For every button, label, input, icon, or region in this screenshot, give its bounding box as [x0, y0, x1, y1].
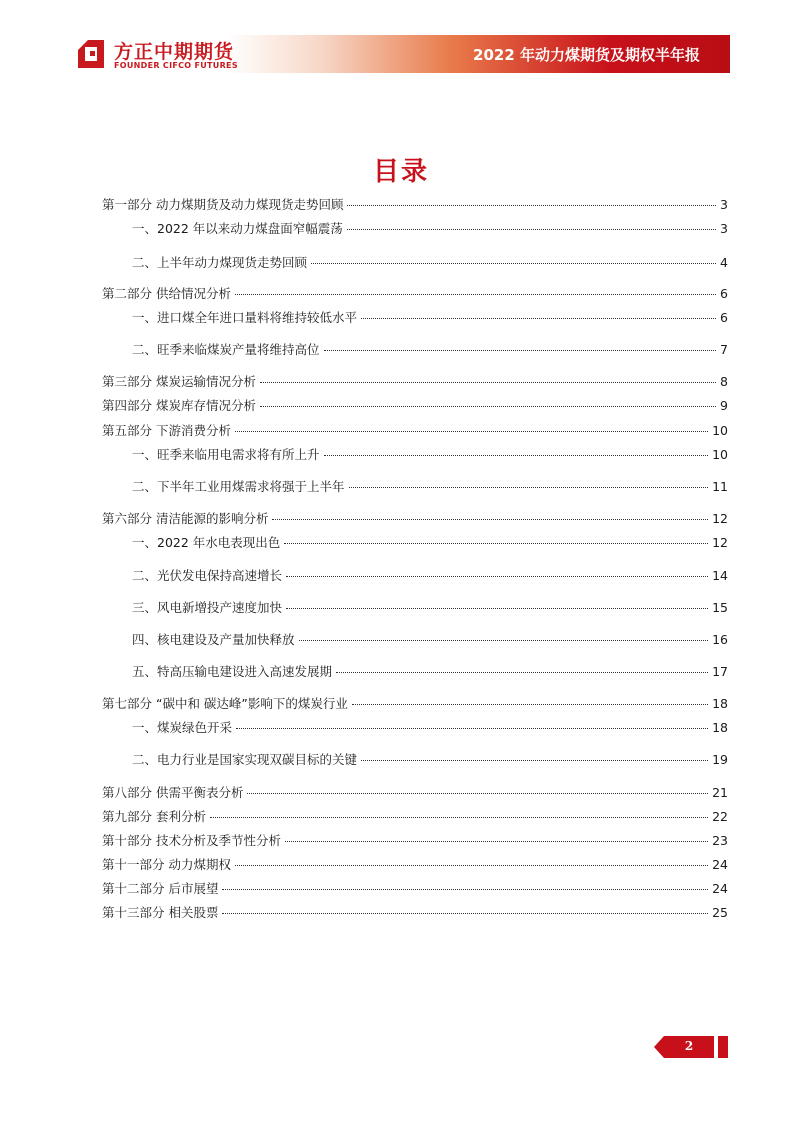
toc-entry[interactable]: [102, 374, 728, 390]
toc-leader-dots: [260, 406, 716, 407]
toc-entry-label: 二、旺季来临煤炭产量将维持高位: [132, 342, 320, 357]
toc-leader-dots: [272, 519, 708, 520]
page-number-stub: [718, 1036, 728, 1058]
toc-title: 目录: [372, 157, 429, 187]
toc-entry-label: 一、2022 年以来动力煤盘面窄幅震荡: [132, 221, 343, 236]
toc-leader-dots: [236, 728, 708, 729]
toc-entry-page: 6: [720, 286, 728, 301]
toc-entry[interactable]: [132, 255, 728, 271]
toc-entry[interactable]: [102, 833, 728, 849]
toc-entry-page: 15: [712, 600, 728, 615]
toc-entry-label: 二、上半年动力煤现货走势回顾: [132, 255, 308, 270]
toc-entry-label: 第四部分 煤炭库存情况分析: [102, 398, 256, 413]
toc-entry[interactable]: [132, 310, 728, 326]
toc-entry[interactable]: [102, 857, 728, 873]
logo-english-name: FOUNDER CIFCO FUTURES: [114, 61, 238, 70]
report-title: 2022 年动力煤期货及期权半年报: [473, 46, 700, 64]
toc-entry[interactable]: [102, 423, 728, 439]
toc-leader-dots: [347, 205, 716, 206]
toc-entry[interactable]: [132, 664, 728, 680]
toc-entry-label: 第八部分 供需平衡表分析: [102, 785, 244, 800]
toc-entry-page: 11: [712, 479, 728, 494]
toc-entry-page: 19: [712, 752, 728, 767]
toc-leader-dots: [260, 382, 716, 383]
toc-leader-dots: [285, 841, 708, 842]
toc-entry-label: 二、光伏发电保持高速增长: [132, 568, 283, 583]
toc-leader-dots: [286, 608, 708, 609]
toc-entry-label: 二、电力行业是国家实现双碳目标的关键: [132, 752, 358, 767]
toc-entry-label: 一、旺季来临用电需求将有所上升: [132, 447, 320, 462]
toc-leader-dots: [235, 865, 708, 866]
toc-leader-dots: [324, 455, 709, 456]
toc-leader-dots: [336, 672, 708, 673]
toc-entry[interactable]: [102, 881, 728, 897]
toc-leader-dots: [286, 576, 708, 577]
toc-entry-label: 第三部分 煤炭运输情况分析: [102, 374, 256, 389]
toc-leader-dots: [311, 263, 716, 264]
toc-entry-page: 21: [712, 785, 728, 800]
toc-leader-dots: [235, 294, 716, 295]
toc-leader-dots: [222, 889, 708, 890]
toc-entry-label: 第六部分 清洁能源的影响分析: [102, 511, 269, 526]
toc-leader-dots: [222, 913, 708, 914]
toc-entry-page: 18: [712, 696, 728, 711]
toc-entry-label: 一、2022 年水电表现出色: [132, 535, 281, 550]
toc-entry-page: 12: [712, 511, 728, 526]
toc-entry[interactable]: [132, 720, 728, 736]
toc-entry-label: 第二部分 供给情况分析: [102, 286, 231, 301]
toc-leader-dots: [235, 431, 708, 432]
toc-leader-dots: [284, 543, 708, 544]
toc-entry-page: 8: [720, 374, 728, 389]
toc-leader-dots: [247, 793, 708, 794]
toc-leader-dots: [349, 487, 709, 488]
toc-entry-label: 第十三部分 相关股票: [102, 905, 219, 920]
toc-leader-dots: [324, 350, 717, 351]
toc-entry[interactable]: [132, 568, 728, 584]
toc-entry-page: 22: [712, 809, 728, 824]
toc-entry[interactable]: [102, 809, 728, 825]
toc-entry[interactable]: [102, 511, 728, 527]
toc-entry[interactable]: [102, 398, 728, 414]
toc-entry[interactable]: [132, 221, 728, 237]
toc-entry-label: 第十部分 技术分析及季节性分析: [102, 833, 281, 848]
toc-entry-label: 四、核电建设及产量加快释放: [132, 632, 295, 647]
toc-entry[interactable]: [102, 696, 728, 712]
toc-entry-page: 23: [712, 833, 728, 848]
toc-entry-label: 一、煤炭绿色开采: [132, 720, 233, 735]
toc-entry-page: 9: [720, 398, 728, 413]
toc-entry[interactable]: [132, 447, 728, 463]
page-number: 2: [684, 1039, 694, 1053]
toc-entry-label: 第十二部分 后市展望: [102, 881, 219, 896]
toc-leader-dots: [352, 704, 708, 705]
toc-entry-page: 4: [720, 255, 728, 270]
toc-entry-page: 6: [720, 310, 728, 325]
toc-entry[interactable]: [102, 785, 728, 801]
toc-entry-label: 五、特高压输电建设进入高速发展期: [132, 664, 333, 679]
toc-entry-page: 16: [712, 632, 728, 647]
toc-entry-label: 第五部分 下游消费分析: [102, 423, 231, 438]
toc-leader-dots: [299, 640, 709, 641]
toc-entry[interactable]: [102, 905, 728, 921]
toc-entry-page: 17: [712, 664, 728, 679]
toc-entry-label: 第一部分 动力煤期货及动力煤现货走势回顾: [102, 197, 344, 212]
toc-entry[interactable]: [132, 752, 728, 768]
toc-entry[interactable]: [102, 286, 728, 302]
toc-entry-label: 三、风电新增投产速度加快: [132, 600, 283, 615]
toc-entry-page: 24: [712, 881, 728, 896]
toc-entry[interactable]: [132, 535, 728, 551]
toc-entry-label: 一、进口煤全年进口量料将维持较低水平: [132, 310, 358, 325]
toc-entry[interactable]: [132, 342, 728, 358]
toc-entry[interactable]: [102, 197, 728, 213]
toc-entry-page: 14: [712, 568, 728, 583]
toc-entry-label: 第七部分 “碳中和 碳达峰”影响下的煤炭行业: [102, 696, 348, 711]
logo-chinese-name: 方正中期期货: [114, 41, 235, 63]
company-logo-icon: [74, 38, 108, 70]
toc-leader-dots: [361, 760, 708, 761]
toc-leader-dots: [347, 229, 716, 230]
toc-entry-label: 二、下半年工业用煤需求将强于上半年: [132, 479, 345, 494]
toc-entry-page: 12: [712, 535, 728, 550]
toc-entry-label: 第十一部分 动力煤期权: [102, 857, 231, 872]
toc-entry[interactable]: [132, 600, 728, 616]
toc-leader-dots: [210, 817, 708, 818]
toc-entry[interactable]: [132, 479, 728, 495]
toc-entry-page: 3: [720, 221, 728, 236]
toc-entry-page: 10: [712, 447, 728, 462]
toc-entry-page: 7: [720, 342, 728, 357]
toc-entry-page: 3: [720, 197, 728, 212]
toc-leader-dots: [361, 318, 716, 319]
toc-entry-page: 18: [712, 720, 728, 735]
toc-entry-label: 第九部分 套利分析: [102, 809, 206, 824]
toc-entry-page: 25: [712, 905, 728, 920]
toc-entry-page: 24: [712, 857, 728, 872]
toc-entry[interactable]: [132, 632, 728, 648]
toc-entry-page: 10: [712, 423, 728, 438]
